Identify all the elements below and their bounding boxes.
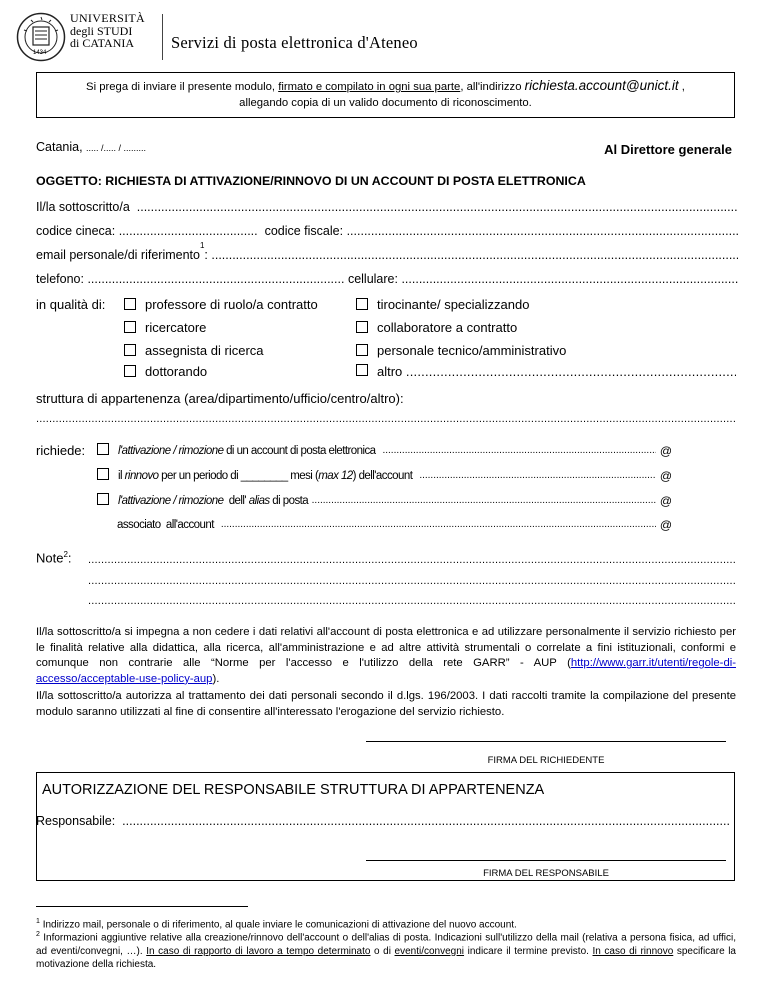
checkbox[interactable] [97, 443, 109, 455]
checkbox[interactable] [356, 321, 368, 333]
notes-line-1[interactable] [88, 554, 736, 566]
role-option-right-3[interactable]: altro ..... [356, 364, 736, 380]
role-option-right-2[interactable]: personale tecnico/amministrativo [356, 343, 566, 359]
logo-line-2: degli STUDI [70, 23, 133, 38]
notice-email: richiesta.account@unict.it [524, 78, 679, 93]
checkbox[interactable] [356, 344, 368, 356]
role-label: in qualità di: [36, 297, 106, 312]
email-row: email personale/di riferimento 1 : ..... [36, 246, 738, 264]
applicant-signature-line[interactable] [366, 741, 726, 742]
logo-divider [162, 14, 163, 60]
request-option-3-account: associato all'account ..... @ [117, 517, 672, 533]
checkbox[interactable] [124, 344, 136, 356]
footnote-1: $^1$ Indirizzo mail, personale o di riferimento, al quale inviare le comunicazioni di attivazione del nuovo account. [36, 918, 517, 931]
undersigned-field[interactable] [137, 198, 738, 216]
checkbox[interactable] [97, 468, 109, 480]
notice-line-2: allegando copia di un valido documento di riconoscimento. [239, 97, 532, 109]
checkbox[interactable] [356, 298, 368, 310]
subject: OGGETTO: RICHIESTA DI ATTIVAZIONE/RINNOVO DI UN ACCOUNT DI POSTA ELETTRONICA [36, 174, 586, 188]
place-date: Catania, ..... /..... / ......... [36, 140, 147, 154]
responsible-field[interactable] [122, 812, 730, 830]
months-field[interactable]: ________ [240, 470, 288, 482]
responsible-row: Responsabile: ..... [36, 812, 730, 830]
alias-field[interactable] [312, 493, 657, 509]
checkbox[interactable] [124, 298, 136, 310]
account-field[interactable] [382, 443, 656, 459]
mobile-field[interactable] [401, 270, 738, 288]
university-seal [16, 12, 66, 62]
notes-line-3[interactable] [88, 595, 736, 607]
role-option-right-1[interactable]: collaboratore a contratto [356, 320, 517, 336]
notes-label: Note$^2$: [36, 550, 72, 566]
footnote-2: $^2$ Informazioni aggiuntive relative alla creazione/rinnovo dell'account o dell'alias di posta. Indicazioni sull'utilizzo della mail (relativa a persona fisica, ad uffici, ad eventi/convegni, …). In caso di rapporto di lavoro a tempo determinato o di eventi/convegni indicare il termine previsto. In caso di rinnovo specificare la motivazione della richiesta. [36, 931, 736, 970]
notice-line-1: Si prega di inviare il presente modulo, firmato e compilato in ogni sua parte, all'indirizzo richiesta.account@unict.it , [86, 78, 685, 93]
phone-field[interactable]: .......................................................................... [87, 272, 345, 286]
role-option-left-0[interactable]: professore di ruolo/a contratto [124, 297, 318, 313]
footnote-separator [36, 906, 248, 907]
structure-label: struttura di appartenenza (area/dipartimento/ufficio/centro/altro): [36, 391, 404, 406]
undersigned-row: Il/la sottoscritto/a ..... [36, 198, 738, 216]
logo-line-3: di CATANIA [70, 36, 135, 50]
date-field[interactable]: ..... /..... / ......... [86, 143, 147, 153]
notes-line-2[interactable] [88, 575, 736, 587]
seal-year: 1434 [33, 50, 47, 56]
request-label: richiede: [36, 443, 86, 458]
checkbox[interactable] [97, 493, 109, 505]
codes-row: codice cineca: ........................................ codice fiscale: ..... [36, 222, 738, 240]
role-option-right-0[interactable]: tirocinante/ specializzando [356, 297, 529, 313]
checkbox[interactable] [356, 364, 368, 376]
commitment-paragraph: Il/la sottoscritto/a si impegna a non cedere i dati relativi all'account di posta elettronica e ad utilizzare personalmente il servizio richiesto per le finalità relative alla didattica, alla ricerca, all'amministrazione e ad altre attività strumentali o correlate a fini istituzionali, conformi e comunque non contrarie alle “Norme per l'accesso e l'utilizzo della rete GARR” - AUP (http://www.garr.it/utenti/regole-di-accesso/acceptable-use-policy-aup). [36, 626, 736, 685]
request-option-3[interactable]: l'attivazione / rimozione dell' alias di posta ..... @ [97, 493, 672, 509]
structure-field[interactable] [36, 413, 736, 425]
checkbox[interactable] [124, 321, 136, 333]
phone-row: telefono: .......................................................................... cellulare: ..... [36, 270, 738, 288]
authorization-title: AUTORIZZAZIONE DEL RESPONSABILE STRUTTURA DI APPARTENENZA [42, 782, 545, 798]
checkbox[interactable] [124, 365, 136, 377]
cineca-field[interactable]: ........................................ [118, 224, 258, 238]
renew-account-field[interactable] [419, 468, 656, 484]
logo-line-1: UNIVERSITÀ [70, 11, 145, 25]
request-option-2[interactable]: il rinnovo per un periodo di ________ mesi (max 12) dell'account ..... @ [97, 468, 672, 484]
other-role-field[interactable] [406, 364, 736, 380]
service-title: Servizi di posta elettronica d'Ateneo [171, 33, 418, 52]
request-option-1[interactable]: l'attivazione / rimozione di un account di posta elettronica ..... @ [97, 443, 672, 459]
role-option-left-3[interactable]: dottorando [124, 364, 207, 380]
alias-account-field[interactable] [221, 517, 657, 533]
role-option-left-1[interactable]: ricercatore [124, 320, 206, 336]
addressee: Al Direttore generale [604, 142, 732, 157]
fiscal-code-field[interactable] [347, 222, 738, 240]
email-field[interactable] [211, 246, 738, 264]
garr-aup-link[interactable]: http://www.garr.it/utenti/regole-di-accesso/acceptable-use-policy-aup [36, 657, 736, 685]
responsible-signature-line[interactable] [366, 860, 726, 861]
applicant-signature-label: FIRMA DEL RICHIEDENTE [487, 755, 605, 766]
privacy-paragraph: Il/la sottoscritto/a autorizza al trattamento dei dati personali secondo il d.lgs. 196/2003. I dati raccolti tramite la compilazione del presente modulo saranno utilizzati al fine di consentire all'interessato l'erogazione del servizio richiesto. [36, 690, 736, 718]
responsible-signature-label: FIRMA DEL RESPONSABILE [483, 868, 609, 879]
role-option-left-2[interactable]: assegnista di ricerca [124, 343, 264, 359]
university-logo-text [70, 12, 145, 50]
